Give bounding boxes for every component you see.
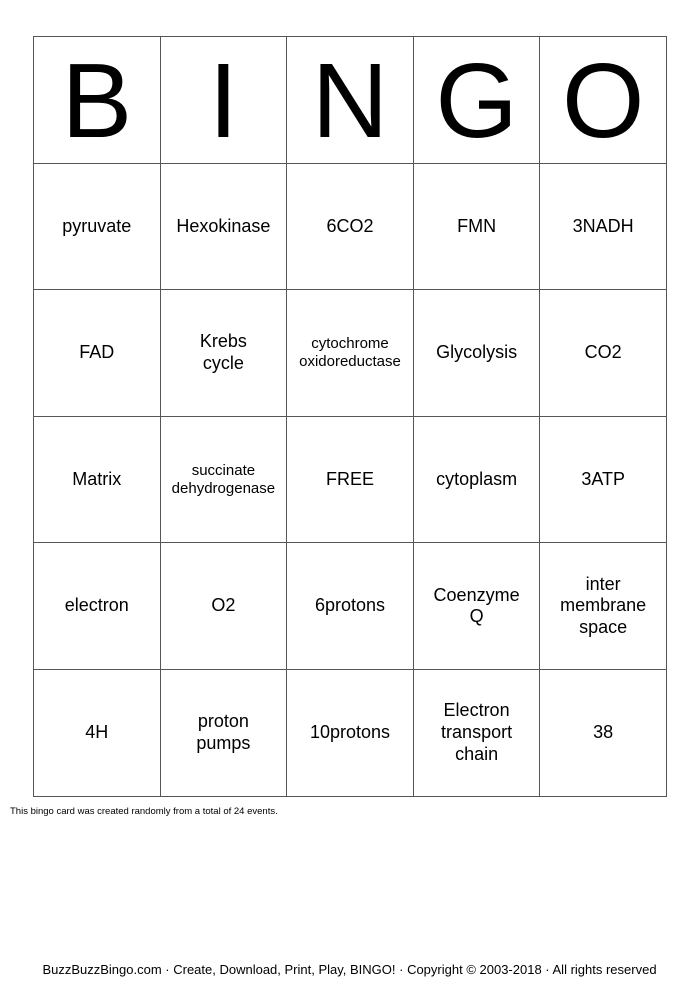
bingo-cell: proton pumps bbox=[160, 669, 287, 796]
bingo-row-5 bbox=[34, 669, 667, 796]
bingo-cell: 4H bbox=[34, 669, 161, 796]
bingo-cell: Glycolysis bbox=[413, 290, 540, 417]
site-link[interactable]: BuzzBuzzBingo.com bbox=[42, 962, 162, 977]
bingo-row-4 bbox=[34, 543, 667, 670]
header-letter-i: I bbox=[160, 37, 287, 164]
bingo-cell: Krebs cycle bbox=[160, 290, 287, 417]
bingo-cell: cytoplasm bbox=[413, 416, 540, 543]
bingo-cell: succinate dehydrogenase bbox=[160, 416, 287, 543]
header-letter-o: O bbox=[540, 37, 667, 164]
bingo-cell: FAD bbox=[34, 290, 161, 417]
page-footer bbox=[0, 962, 699, 977]
header-letter-g: G bbox=[413, 37, 540, 164]
bingo-cell: 6protons bbox=[287, 543, 414, 670]
bingo-cell: electron bbox=[34, 543, 161, 670]
footer-text: · Create, Download, Print, Play, BINGO! · Copyright © 2003-2018 · All rights reserved bbox=[161, 962, 657, 977]
header-letter-b: B bbox=[34, 37, 161, 164]
card-footnote: This bingo card was created randomly from a total of 24 events. bbox=[10, 806, 278, 817]
bingo-cell: CO2 bbox=[540, 290, 667, 417]
bingo-cell: inter membrane space bbox=[540, 543, 667, 670]
bingo-row-1 bbox=[34, 163, 667, 290]
free-space-cell: FREE bbox=[287, 416, 414, 543]
bingo-row-2 bbox=[34, 290, 667, 417]
bingo-cell: 3ATP bbox=[540, 416, 667, 543]
bingo-cell: 38 bbox=[540, 669, 667, 796]
bingo-cell: FMN bbox=[413, 163, 540, 290]
bingo-cell: 6CO2 bbox=[287, 163, 414, 290]
bingo-cell: 3NADH bbox=[540, 163, 667, 290]
bingo-cell: pyruvate bbox=[34, 163, 161, 290]
bingo-row-3 bbox=[34, 416, 667, 543]
bingo-cell: O2 bbox=[160, 543, 287, 670]
bingo-cell: 10protons bbox=[287, 669, 414, 796]
header-letter-n: N bbox=[287, 37, 414, 164]
bingo-cell: Hexokinase bbox=[160, 163, 287, 290]
bingo-cell: cytochrome oxidoreductase bbox=[287, 290, 414, 417]
bingo-cell: Electron transport chain bbox=[413, 669, 540, 796]
bingo-card bbox=[33, 36, 667, 797]
bingo-cell: Matrix bbox=[34, 416, 161, 543]
bingo-cell: Coenzyme Q bbox=[413, 543, 540, 670]
bingo-header-row bbox=[34, 37, 667, 164]
